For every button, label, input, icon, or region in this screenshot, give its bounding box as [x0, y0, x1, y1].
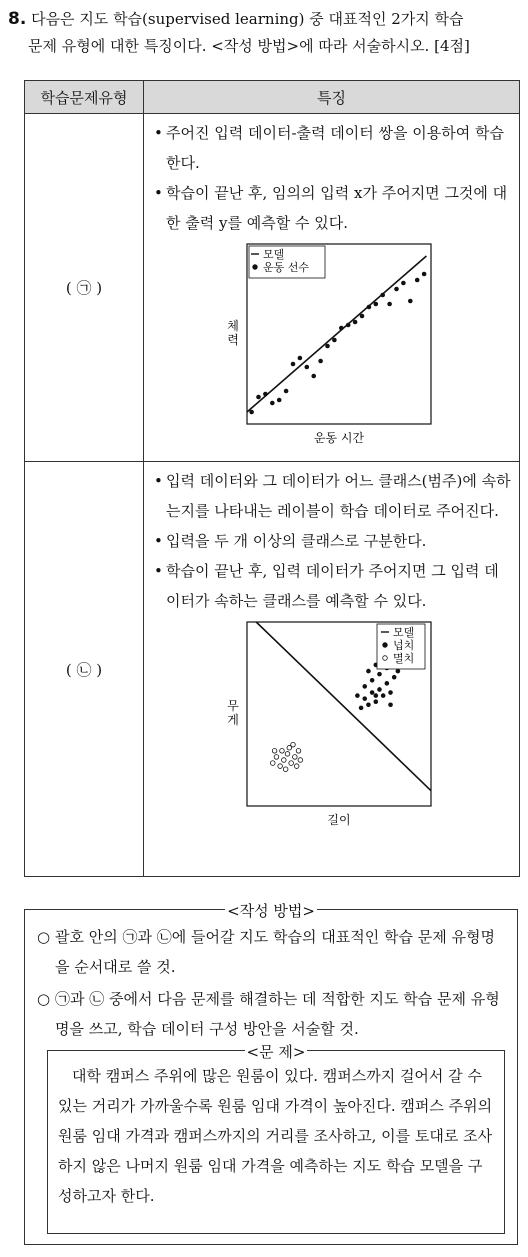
legend-label: 모델: [392, 626, 414, 639]
data-point: [421, 272, 426, 277]
feature-cell-2: [144, 462, 520, 877]
method-title: <작성 방법>: [227, 902, 315, 920]
data-point: [362, 696, 367, 701]
y-axis-label: 게: [226, 713, 239, 727]
method-item-1: [37, 922, 507, 982]
bullet-1-1: • 주어진 입력 데이터-출력 데이터 쌍을 이용하여 학습한다.: [154, 118, 513, 178]
method-item-2: [37, 984, 507, 1044]
chart-classification-plot: [227, 622, 431, 827]
circle-bullet: ○: [37, 990, 51, 1008]
data-point: [290, 362, 295, 367]
data-point: [377, 687, 382, 692]
y-axis-label: 력: [226, 333, 239, 347]
data-point: [373, 693, 378, 698]
bullet-2-2: • 입력을 두 개 이상의 클래스로 구분한다.: [154, 526, 513, 556]
circle-bullet: ○: [37, 928, 51, 946]
data-point: [296, 749, 301, 754]
data-point: [388, 703, 393, 708]
data-point: [281, 758, 286, 763]
data-point: [401, 281, 406, 286]
chart-regression-plot: [227, 244, 431, 445]
data-point: [294, 764, 299, 769]
question-text-2: 문제 유형에 대한 특징이다. <작성 방법>에 따라 서술하시오. [4점]: [28, 37, 470, 55]
header-type: 학습문제유형: [25, 81, 144, 114]
bullet-2-1: • 입력 데이터와 그 데이터가 어느 클래스(범주)에 속하는지를 나타내는 레이블이 학습 데이터로 주어진다.: [154, 466, 513, 526]
data-point: [270, 401, 275, 406]
data-point: [391, 675, 396, 680]
data-point: [298, 758, 303, 763]
data-point: [377, 672, 382, 677]
x-axis-label: 운동 시간: [313, 431, 364, 445]
chart-legend: [377, 624, 425, 669]
data-point: [270, 761, 275, 766]
data-point: [395, 669, 400, 674]
data-point: [369, 678, 374, 683]
problem-box: [47, 1043, 505, 1234]
question-number: 8.: [8, 9, 27, 29]
y-axis-label: 체: [226, 319, 239, 333]
problem-text: 대학 캠퍼스 주위에 많은 원룸이 있다. 캠퍼스까지 걸어서 갈 수 있는 거리가 가까울수록 원룸 임대 가격이 높아진다. 캠퍼스 주위의 원룸 임대 가격과 캠퍼스까지의 거리를 조사하고, 이를 토대로 조사하지 않은 나머지 원룸 임대 가격을 예측하는 지도 학습 모델을 구성하고자 한다.: [58, 1067, 493, 1205]
data-point: [358, 706, 363, 711]
data-point: [408, 299, 413, 304]
legend-label: 운동 선수: [262, 261, 309, 274]
data-point: [388, 690, 393, 695]
bullet-1-2: • 학습이 끝난 후, 임의의 입력 x가 주어지면 그것에 대한 출력 y를 예측할 수 있다.: [154, 178, 513, 238]
data-point: [414, 278, 419, 283]
data-point: [276, 398, 281, 403]
legend-dot-marker: [382, 656, 387, 661]
question-header: [8, 6, 520, 60]
method-item-1-text: 괄호 안의 ㉠과 ㉡에 들어갈 지도 학습의 대표적인 학습 문제 유형명을 순서대로 쓸 것.: [55, 928, 495, 976]
data-point: [283, 389, 288, 394]
legend-label: 모델: [262, 248, 284, 261]
data-point: [279, 749, 284, 754]
problem-title: <문 제>: [246, 1043, 306, 1061]
data-point: [362, 684, 367, 689]
data-point: [283, 767, 288, 772]
data-point: [304, 365, 309, 370]
data-point: [311, 374, 316, 379]
table-header-row: [25, 81, 520, 114]
question-text-1: 다음은 지도 학습(supervised learning) 중 대표적인 2가지 학습: [31, 10, 464, 28]
data-point: [274, 755, 279, 760]
data-point: [292, 755, 297, 760]
data-point: [387, 302, 392, 307]
table-row-1: [25, 114, 520, 462]
data-point: [384, 681, 389, 686]
data-point: [373, 699, 378, 704]
method-item-2-text: ㉠과 ㉡ 중에서 다음 문제를 해결하는 데 적합한 지도 학습 문제 유형명을 쓰고, 학습 데이터 구성 방안을 서술할 것.: [55, 990, 500, 1038]
data-point: [272, 749, 277, 754]
legend-dot-marker: [252, 265, 257, 270]
legend-label: 멸치: [392, 652, 414, 665]
data-point: [256, 395, 261, 400]
data-point: [369, 690, 374, 695]
data-point: [355, 693, 360, 698]
data-point: [277, 764, 282, 769]
question-line-1: [8, 6, 520, 33]
data-point: [297, 356, 302, 361]
data-point: [394, 287, 399, 292]
legend-label: 넙치: [392, 639, 414, 652]
y-axis-label: 무: [226, 699, 239, 713]
bullet-2-3: • 학습이 끝난 후, 입력 데이터가 주어지면 그 입력 데이터가 속하는 클래스를 예측할 수 있다.: [154, 556, 513, 616]
header-feature: 특징: [144, 81, 520, 114]
chart-regression: [209, 238, 459, 450]
x-axis-label: 길이: [326, 813, 351, 827]
legend-dot-marker: [382, 643, 387, 648]
writing-method-box: [24, 902, 518, 1245]
data-point: [285, 752, 290, 757]
type-label-2: ( ㉡ ): [25, 462, 144, 877]
feature-table: [24, 80, 520, 877]
chart-classification: [209, 616, 459, 834]
data-point: [290, 742, 295, 747]
data-point: [366, 703, 371, 708]
data-point: [318, 359, 323, 364]
data-point: [380, 693, 385, 698]
data-point: [288, 761, 293, 766]
table-row-2: [25, 462, 520, 877]
feature-cell-1: [144, 114, 520, 462]
chart-legend: [249, 246, 325, 278]
type-label-1: ( ㉠ ): [25, 114, 144, 462]
data-point: [366, 669, 371, 674]
